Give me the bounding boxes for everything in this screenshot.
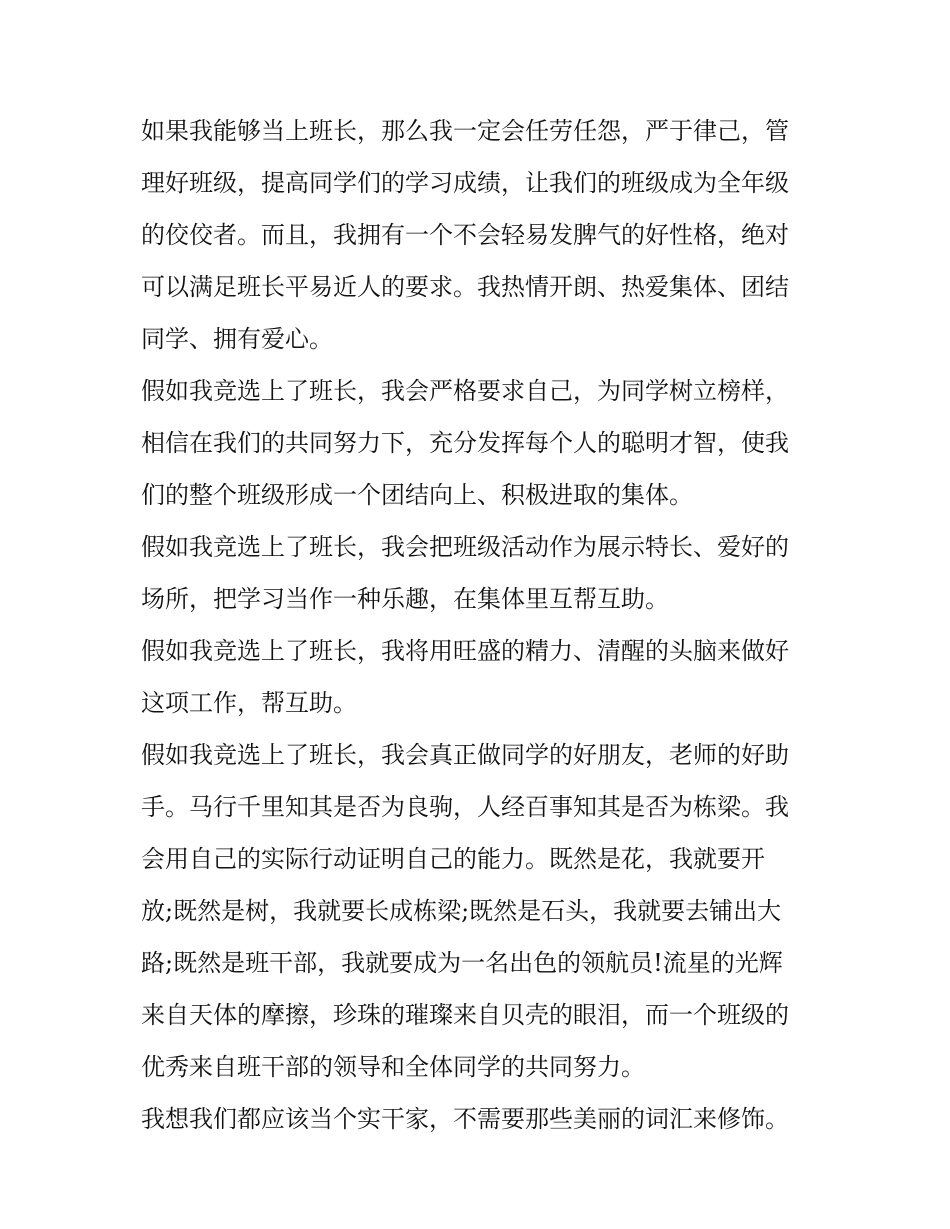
- text-line: 会用自己的实际行动证明自己的能力。既然是花，我就要开: [141, 845, 765, 873]
- text-line: 们的整个班级形成一个团结向上、积极进取的集体。: [141, 481, 693, 509]
- text-line: 相信在我们的共同努力下，充分发挥每个人的聪明才智，使我: [141, 429, 789, 457]
- paragraph: [141, 365, 813, 521]
- text-line: 场所，把学习当作一种乐趣，在集体里互帮互助。: [141, 585, 669, 613]
- text-line: 手。马行千里知其是否为良驹，人经百事知其是否为栋梁。我: [141, 793, 789, 821]
- paragraph: [141, 521, 813, 625]
- text-line: 放;既然是树，我就要长成栋梁;既然是石头，我就要去铺出大: [141, 897, 782, 925]
- text-line: 理好班级，提高同学们的学习成绩，让我们的班级成为全年级: [141, 169, 789, 197]
- text-line: 可以满足班长平易近人的要求。我热情开朗、热爱集体、团结: [141, 273, 789, 301]
- text-line: 我想我们都应该当个实干家，不需要那些美丽的词汇来修饰。: [141, 1105, 789, 1133]
- text-line: 的佼佼者。而且，我拥有一个不会轻易发脾气的好性格，绝对: [141, 221, 789, 249]
- paragraph: [141, 105, 813, 365]
- text-line: 这项工作，帮互助。: [141, 689, 357, 717]
- text-line: 假如我竞选上了班长，我将用旺盛的精力、清醒的头脑来做好: [141, 637, 789, 665]
- document-body: [141, 105, 813, 1145]
- paragraph: [141, 729, 813, 1093]
- text-line: 路;既然是班干部，我就要成为一名出色的领航员!流星的光辉: [141, 949, 783, 977]
- text-line: 同学、拥有爱心。: [141, 325, 333, 353]
- text-line: 假如我竞选上了班长，我会严格要求自己，为同学树立榜样，: [141, 377, 789, 405]
- text-line: 优秀来自班干部的领导和全体同学的共同努力。: [141, 1053, 645, 1081]
- text-line: 如果我能够当上班长，那么我一定会任劳任怨，严于律己，管: [141, 117, 789, 145]
- text-line: 来自天体的摩擦，珍珠的璀璨来自贝壳的眼泪，而一个班级的: [141, 1001, 789, 1029]
- paragraph: [141, 1093, 813, 1145]
- text-line: 假如我竞选上了班长，我会真正做同学的好朋友，老师的好助: [141, 741, 789, 769]
- text-line: 假如我竞选上了班长，我会把班级活动作为展示特长、爱好的: [141, 533, 789, 561]
- paragraph: [141, 625, 813, 729]
